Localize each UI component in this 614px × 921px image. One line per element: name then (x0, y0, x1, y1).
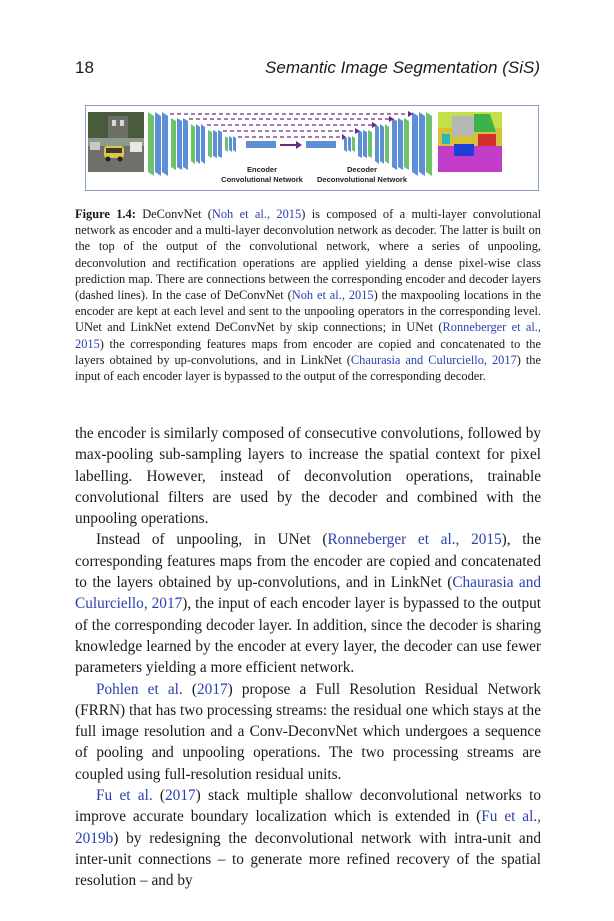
paragraph-text: ( (182, 680, 198, 698)
caption-text: ) the input of each encoder layer is bypassed to the output of the corresponding decoder. (75, 352, 541, 384)
caption-text: ) the corresponding features maps from encoder are copied and concatenated to the layers obtained by up-convolutions, and in LinkNet ( (75, 336, 541, 367)
page-number: 18 (75, 58, 94, 77)
decoder-sublabel: Deconvolutional Network (316, 175, 408, 184)
citation-link[interactable]: Chaurasia and Culurciello, 2017 (350, 352, 517, 367)
citation-link[interactable]: Pohlen et al. (96, 680, 183, 698)
paragraph (75, 679, 541, 785)
encoder-label: Encoder (246, 165, 278, 174)
citation-link[interactable]: Ronneberger et al., 2015 (75, 320, 541, 351)
segmentation-output (438, 112, 502, 172)
paragraph-text: Instead of unpooling, in UNet ( (96, 531, 328, 549)
running-head (75, 58, 540, 80)
chapter-title: Semantic Image Segmentation (SiS) (265, 58, 540, 77)
figure-caption (75, 206, 541, 384)
paragraph-text: ), the input of each encoder layer is bypassed to the output of the corresponding decoder layer. In addition, since the decoder is sharing knowledge learned by the encoder at every layer, the decoder can use fewer parameters yielding a more efficient network. (75, 595, 541, 677)
caption-label: Figure 1.4: (75, 207, 136, 221)
caption-text: DeConvNet ( (135, 207, 212, 221)
paragraph: the encoder is similarly composed of consecutive convolutions, followed by max-pooling sub-sampling layers to increase the spatial context for pixel labelling. However, instead of deconvolution operations, trainable convolutional filters are used by the decoder and combined with the unpooling operations. (75, 425, 541, 528)
paragraph-text: ( (152, 787, 166, 805)
citation-link[interactable]: Noh et al., 2015 (211, 207, 302, 221)
paragraph (75, 529, 541, 678)
input-street-photo (88, 112, 144, 172)
decoder-label: Decoder (346, 165, 378, 174)
citation-link[interactable]: Chaurasia and Culurciello, 2017 (75, 574, 541, 613)
encoder-sublabel: Convolutional Network (221, 175, 303, 184)
bottleneck (246, 141, 336, 149)
citation-link[interactable]: Noh et al., 2015 (291, 288, 374, 303)
figure-1-4 (85, 105, 539, 191)
caption-text: ) the maxpooling locations in the encoder are kept at each level and sent to the unpooling operators in the corresponding level. UNet and LinkNet extend DeConvNet by skip connections; in UNet ( (75, 288, 541, 335)
caption-text: ) is composed of a multi-layer convolutional network as encoder and a multi-layer deconvolution network as decoder. The latter is built on the top of the output of the convolutional network, where a series of unpooling, deconvolution and rectification operations are applied yielding a dense pixel-wise class prediction map. There are connections between the corresponding encoder and decoder layers (dashed lines). In the case of DeConvNet ( (75, 207, 542, 303)
encoder-layers (148, 112, 236, 176)
body-text (75, 423, 541, 892)
paragraph-text: ), the corresponding features maps from the encoder are copied and concatenated to the layers obtained by up-convolutions, and in LinkNet ( (75, 531, 541, 592)
citation-link[interactable]: Fu et al., 2019b (75, 808, 541, 847)
citation-link[interactable]: Ronneberger et al., 2015 (327, 531, 502, 549)
paragraph-text: ) propose a Full Resolution Residual Network (FRRN) that has two processing streams: the residual one which stays at the full image resolution and a Conv-DeconvNet which undergoes a sequence of pooling and unpooling operations. The two processing streams are coupled using full-resolution residual units. (75, 680, 541, 783)
citation-link[interactable]: Fu et al. (96, 787, 153, 805)
paragraph (75, 785, 541, 891)
citation-link[interactable]: 2017 (197, 680, 228, 698)
paragraph-text: ) by redesigning the deconvolutional network with intra-unit and inter-unit connections – to generate more refined recovery of the spatial resolution – and by (75, 829, 541, 890)
deconvnet-diagram (86, 106, 538, 190)
citation-link[interactable]: 2017 (165, 787, 196, 805)
paragraph-text: ) stack multiple shallow deconvolutional networks to improve accurate boundary localization which is extended in ( (75, 787, 541, 826)
